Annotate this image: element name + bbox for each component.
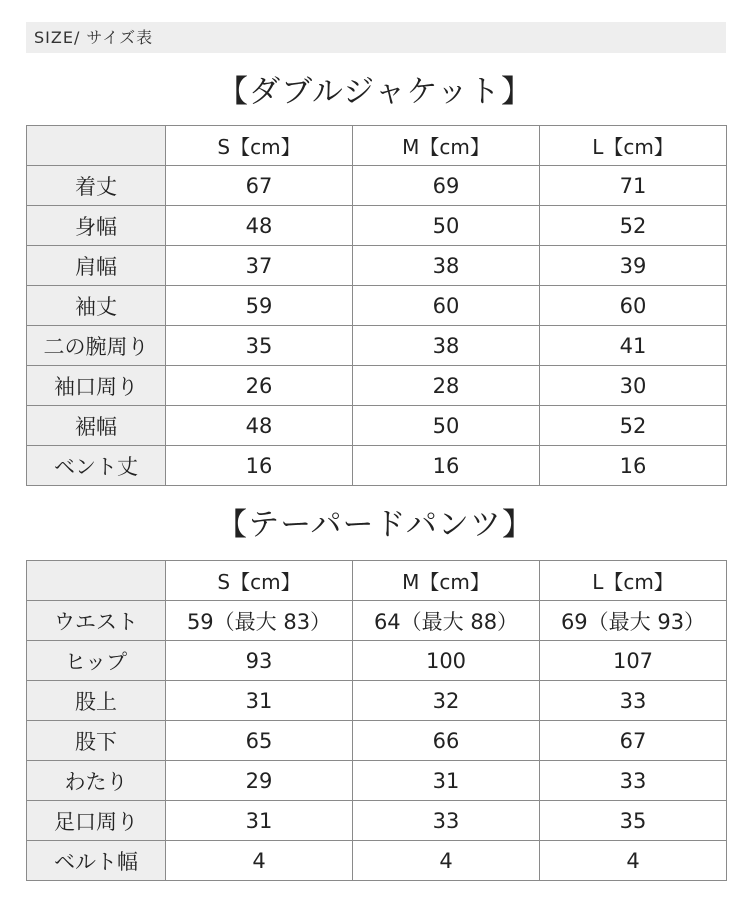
row-label: 股上	[27, 681, 166, 721]
row-label: 二の腕周り	[27, 326, 166, 366]
jacket-title: 【ダブルジャケット】	[217, 74, 533, 110]
table-row	[27, 406, 727, 446]
cell-m: 16	[353, 446, 540, 486]
cell-l: 52	[540, 206, 727, 246]
cell-m: 4	[353, 841, 540, 881]
pants-size-table	[26, 560, 727, 881]
cell-m: 38	[353, 246, 540, 286]
table-row	[27, 801, 727, 841]
cell-s: 29	[166, 761, 353, 801]
cell-l: 33	[540, 681, 727, 721]
cell-s: 37	[166, 246, 353, 286]
row-label: ウエスト	[27, 601, 166, 641]
table-row	[27, 206, 727, 246]
cell-s: 31	[166, 681, 353, 721]
table-row	[27, 841, 727, 881]
cell-l: 67	[540, 721, 727, 761]
cell-s: 31	[166, 801, 353, 841]
cell-l: 4	[540, 841, 727, 881]
table-header-row	[27, 561, 727, 601]
column-header-m: M【cm】	[353, 561, 540, 601]
cell-s: 26	[166, 366, 353, 406]
row-label: 着丈	[27, 166, 166, 206]
cell-s: 59（最大 83）	[166, 601, 353, 641]
cell-m: 64（最大 88）	[353, 601, 540, 641]
cell-s: 16	[166, 446, 353, 486]
table-row	[27, 446, 727, 486]
row-label: 袖丈	[27, 286, 166, 326]
row-label: ヒップ	[27, 641, 166, 681]
cell-m: 100	[353, 641, 540, 681]
table-row	[27, 326, 727, 366]
header-corner-cell	[27, 126, 166, 166]
cell-l: 52	[540, 406, 727, 446]
cell-l: 60	[540, 286, 727, 326]
cell-m: 28	[353, 366, 540, 406]
cell-s: 48	[166, 206, 353, 246]
table-row	[27, 246, 727, 286]
cell-l: 30	[540, 366, 727, 406]
column-header-s: S【cm】	[166, 126, 353, 166]
table-row	[27, 166, 727, 206]
table-header-row	[27, 126, 727, 166]
row-label: ベント丈	[27, 446, 166, 486]
column-header-l: L【cm】	[540, 126, 727, 166]
cell-m: 32	[353, 681, 540, 721]
cell-m: 66	[353, 721, 540, 761]
cell-m: 38	[353, 326, 540, 366]
row-label: 裾幅	[27, 406, 166, 446]
table-row	[27, 641, 727, 681]
cell-l: 41	[540, 326, 727, 366]
cell-s: 67	[166, 166, 353, 206]
row-label: 袖口周り	[27, 366, 166, 406]
row-label: 股下	[27, 721, 166, 761]
column-header-s: S【cm】	[166, 561, 353, 601]
cell-m: 50	[353, 406, 540, 446]
column-header-l: L【cm】	[540, 561, 727, 601]
cell-s: 48	[166, 406, 353, 446]
cell-s: 35	[166, 326, 353, 366]
table-row	[27, 601, 727, 641]
cell-l: 39	[540, 246, 727, 286]
row-label: 身幅	[27, 206, 166, 246]
table-row	[27, 366, 727, 406]
column-header-m: M【cm】	[353, 126, 540, 166]
header-corner-cell	[27, 561, 166, 601]
cell-m: 60	[353, 286, 540, 326]
table-row	[27, 721, 727, 761]
cell-s: 93	[166, 641, 353, 681]
cell-l: 69（最大 93）	[540, 601, 727, 641]
row-label: ベルト幅	[27, 841, 166, 881]
cell-m: 33	[353, 801, 540, 841]
cell-s: 65	[166, 721, 353, 761]
cell-s: 4	[166, 841, 353, 881]
table-row	[27, 761, 727, 801]
cell-l: 107	[540, 641, 727, 681]
jacket-size-table	[26, 125, 727, 486]
cell-m: 31	[353, 761, 540, 801]
row-label: わたり	[27, 761, 166, 801]
cell-l: 33	[540, 761, 727, 801]
row-label: 肩幅	[27, 246, 166, 286]
size-header-label: SIZE/ サイズ表	[34, 28, 154, 47]
cell-m: 50	[353, 206, 540, 246]
cell-l: 16	[540, 446, 727, 486]
pants-title: 【テーパードパンツ】	[216, 507, 534, 543]
size-header-bar	[26, 22, 726, 53]
table-row	[27, 681, 727, 721]
cell-m: 69	[353, 166, 540, 206]
row-label: 足口周り	[27, 801, 166, 841]
cell-s: 59	[166, 286, 353, 326]
cell-l: 35	[540, 801, 727, 841]
cell-l: 71	[540, 166, 727, 206]
table-row	[27, 286, 727, 326]
